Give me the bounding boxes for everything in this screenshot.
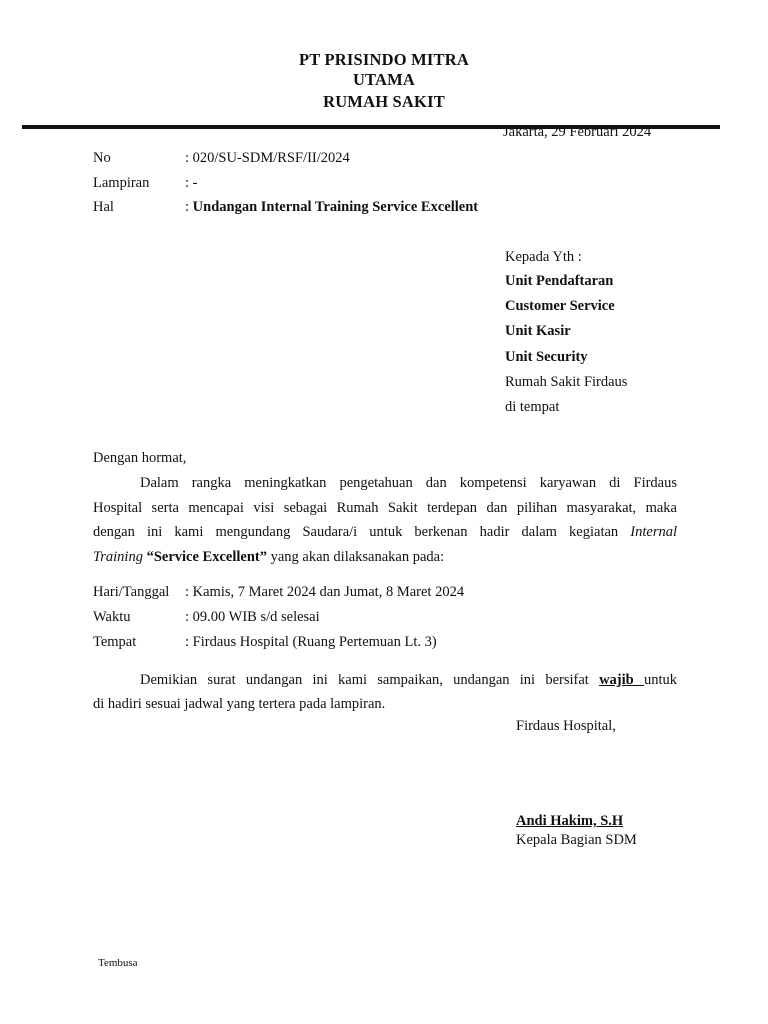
signature-org: Firdaus Hospital, xyxy=(516,718,616,734)
recipient-unit: Unit Pendaftaran xyxy=(505,273,614,289)
no-label: No xyxy=(93,150,111,166)
recipient-unit: Unit Kasir xyxy=(505,323,571,339)
body-line-2: Hospital serta mencapai visi sebagai Rumah Sakit terdepan dan pilihan masyarakat, maka xyxy=(93,500,677,516)
hari-value: : Kamis, 7 Maret 2024 dan Jumat, 8 Maret 2024 xyxy=(185,584,465,600)
hal-label: Hal xyxy=(93,199,114,215)
wajib-emphasis: wajib xyxy=(599,672,644,688)
letterhead-company-line1: PT PRISINDO MITRA xyxy=(299,50,469,69)
body-line-4: Training “Service Excellent” yang akan dilaksanakan pada: xyxy=(93,549,445,565)
tempat-value: : Firdaus Hospital (Ruang Pertemuan Lt. 3) xyxy=(185,634,437,650)
recipient-greeting: Kepada Yth : xyxy=(505,249,582,265)
tempat-label: Tempat xyxy=(93,634,137,650)
waktu-value: : 09.00 WIB s/d selesai xyxy=(185,609,320,625)
letter-date: Jakarta, 29 Februari 2024 xyxy=(503,124,652,140)
body-line-3: dengan ini kami mengundang Saudara/i untuk berkenan hadir dalam kegiatan Internal xyxy=(93,524,677,540)
letterhead-hospital: RUMAH SAKIT xyxy=(323,92,445,111)
lampiran-label: Lampiran xyxy=(93,175,150,191)
hal-value: : Undangan Internal Training Service Excellent xyxy=(185,199,479,215)
recipient-org: Rumah Sakit Firdaus xyxy=(505,374,628,390)
no-value: : 020/SU-SDM/RSF/II/2024 xyxy=(185,150,350,166)
closing-line-2: di hadiri sesuai jadwal yang tertera pada lampiran. xyxy=(93,696,386,712)
signatory-name: Andi Hakim, S.H xyxy=(516,813,624,829)
salutation: Dengan hormat, xyxy=(93,450,187,466)
waktu-label: Waktu xyxy=(93,609,131,625)
hal-subject: Undangan Internal Training Service Excellent xyxy=(192,199,479,215)
signatory-title: Kepala Bagian SDM xyxy=(516,832,637,848)
recipient-place: di tempat xyxy=(505,399,560,415)
body-line-1: Dalam rangka meningkatkan pengetahuan dan kompetensi karyawan di Firdaus xyxy=(140,475,677,491)
hari-label: Hari/Tanggal xyxy=(93,584,170,600)
lampiran-value: : - xyxy=(185,175,198,191)
tembusan-label: Tembusa xyxy=(98,957,138,969)
closing-line-1: Demikian surat undangan ini kami sampaikan, undangan ini bersifat wajib untuk xyxy=(140,672,677,688)
letterhead-company-line2: UTAMA xyxy=(352,70,416,89)
recipient-unit: Unit Security xyxy=(505,349,588,365)
recipient-unit: Customer Service xyxy=(505,298,615,314)
